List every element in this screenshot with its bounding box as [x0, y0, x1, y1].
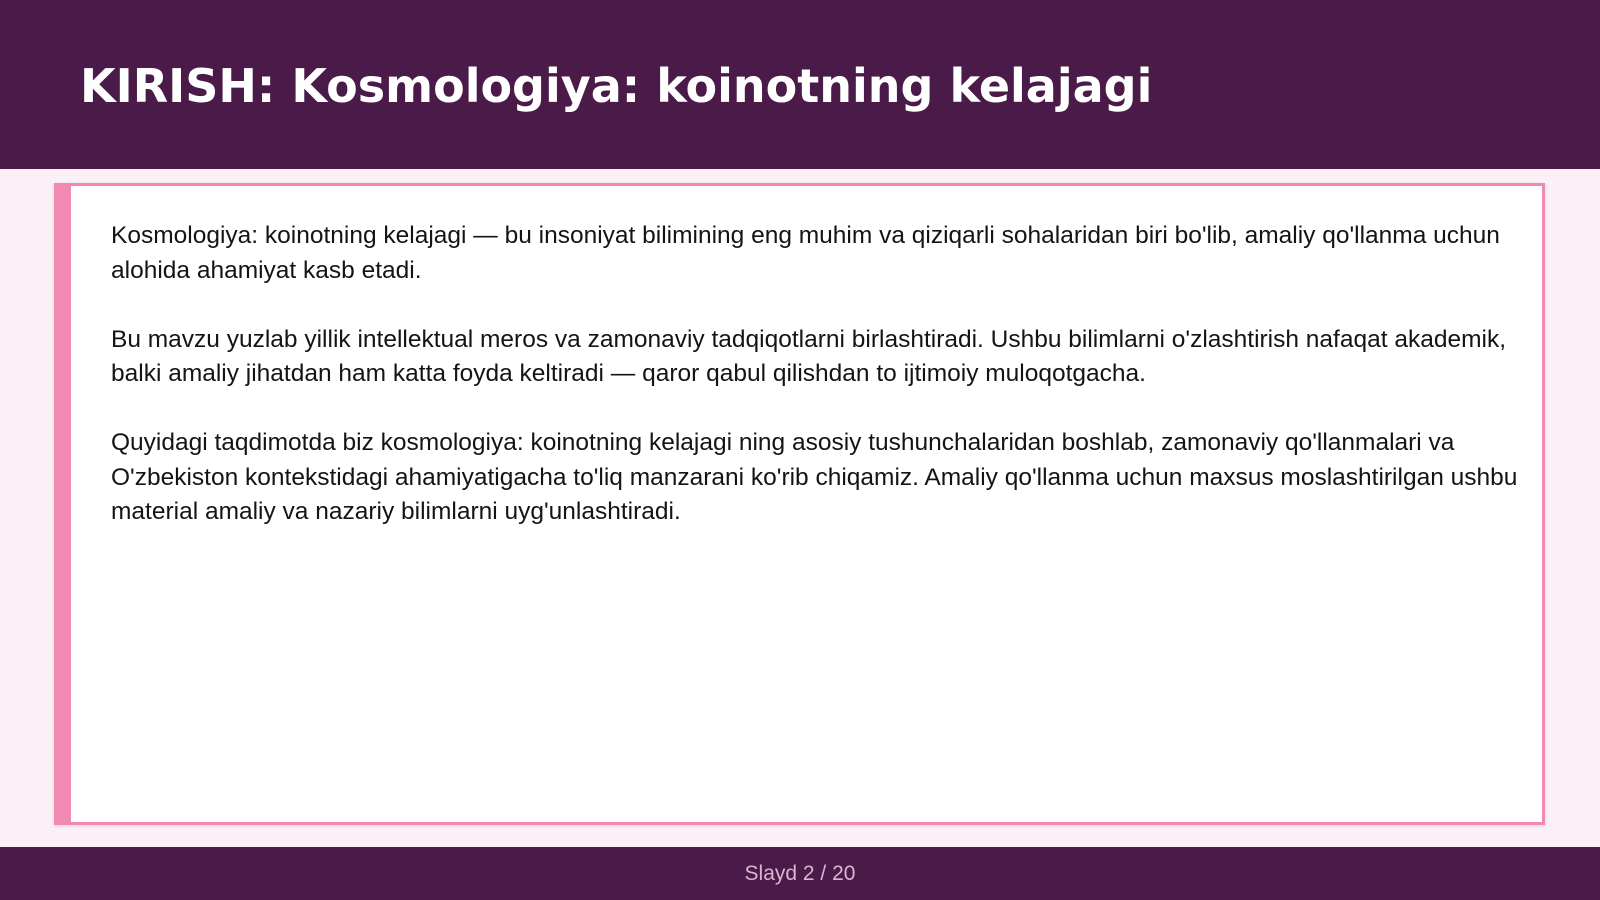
slide-counter: Slayd 2 / 20 [744, 862, 856, 885]
paragraph-2: Bu mavzu yuzlab yillik intellektual meros va zamonaviy tadqiqotlarni birlashtiradi. Ushbu bilimlarni o'zlashtirish nafaqat akademik, balki amaliy jihatdan ham katta foyda keltiradi — qaror qabul qilishdan to ijtimoiy muloqotgacha. [111, 325, 1507, 387]
paragraph-1: Kosmologiya: koinotning kelajagi — bu insoniyat bilimining eng muhim va qiziqarli sohalaridan biri bo'lib, amaliy qo'llanma uchun alohida ahamiyat kasb etadi. [111, 222, 1500, 284]
content-card [54, 183, 1545, 825]
paragraph-3: Quyidagi taqdimotda biz kosmologiya: koinotning kelajagi ning asosiy tushunchalaridan boshlab, zamonaviy qo'llanmalari va O'zbekiston kontekstidagi ahamiyatigacha to'liq manzarani ko'rib chiqamiz. Amaliy qo'llanma uchun maxsus moslashtirilgan ushbu material amaliy va nazariy bilimlarni uyg'unlashtiradi. [111, 429, 1518, 525]
slide-title: KIRISH: Kosmologiya: koinotning kelajagi [80, 59, 1153, 113]
content-text [111, 219, 1521, 564]
slide-header [0, 0, 1600, 169]
slide-footer [0, 847, 1600, 900]
